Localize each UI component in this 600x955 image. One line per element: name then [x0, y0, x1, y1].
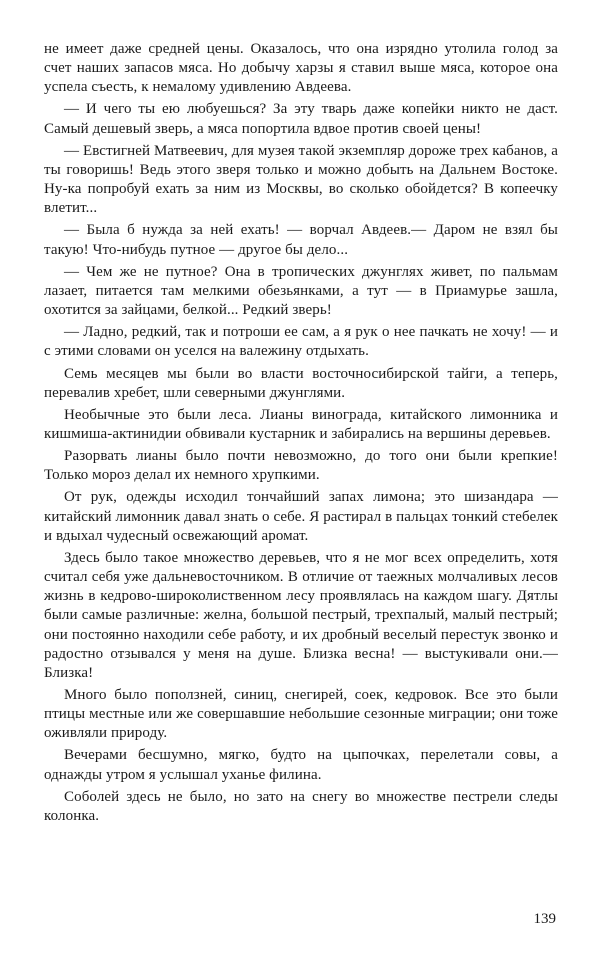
paragraph: Необычные это были леса. Лианы винограда, китайского лимонника и кишмиша-актинидии обвивали кустарник и забирались на вершины деревьев. — [44, 406, 558, 442]
paragraph: Вечерами бесшумно, мягко, будто на цыпочках, перелетали совы, а однажды утром я услышал уханье филина. — [44, 747, 558, 783]
paragraph: Семь месяцев мы были во власти восточносибирской тайги, а теперь, перевалив хребет, шли северными джунглями. — [44, 365, 558, 401]
paragraph: — Чем же не путное? Она в тропических джунглях живет, по пальмам лазает, питается там мелкими обезьянками, а тут — в Приамурье зашла, охотится за зайцами, белкой... Редкий зверь! — [44, 263, 558, 319]
paragraph: не имеет даже средней цены. Оказалось, что она изрядно утолила голод за счет наших запасов мяса. Но добычу харзы я ставил выше мяса, которое она успела съесть, к немалому удивлению Авдеева. — [44, 41, 558, 96]
paragraph: — Евстигней Матвеевич, для музея такой экземпляр дороже трех кабанов, а ты говоришь! Ведь этого зверя только и можно добыть на Дальнем Востоке. Ну-ка попробуй ехать за ним из Москвы, во сколько обойдется? В копеечку влетит... — [44, 142, 558, 217]
paragraph: — И чего ты ею любуешься? За эту тварь даже копейки никто не даст. Самый дешевый зверь, а мяса попортила вдвое против своей цены! — [44, 101, 558, 137]
paragraph: От рук, одежды исходил тончайший запах лимона; это шизандара — китайский лимонник давал знать о себе. Я растирал в пальцах тонкий стебелек и вдыхал чудесный освежающий аромат. — [44, 489, 558, 544]
paragraph: Много было поползней, синиц, снегирей, соек, кедровок. Все это были птицы местные или же совершавшие небольшие сезонные миграции; они тоже оживляли природу. — [44, 687, 558, 742]
body-text — [44, 40, 558, 829]
paragraph: Здесь было такое множество деревьев, что я не мог всех определить, хотя считал себя уже дальневосточником. В отличие от таежных молчаливых лесов жизнь в кедрово-широколиственном лесу проявлялась на каждом шагу. Дятлы были самые различные: желна, большой пестрый, трехпалый, малый пестрый; они постоянно находили себе работу, и их дробный веселый перестук звонко и радостно отзывался у меня на душе. Близка весна! — выстукивали они.— Близка! — [44, 549, 558, 681]
paragraph: Соболей здесь не было, но зато на снегу во множестве пестрели следы колонка. — [44, 788, 558, 824]
page-number: 139 — [533, 911, 556, 927]
paragraph: Разорвать лианы было почти невозможно, до того они были крепкие! Только мороз делал их немного хрупкими. — [44, 448, 558, 484]
paragraph: — Ладно, редкий, так и потроши ее сам, а я рук о нее пачкать не хочу! — и с этими словами он уселся на валежину отдыхать. — [44, 324, 558, 360]
paragraph: — Была б нужда за ней ехать! — ворчал Авдеев.— Даром не взял бы такую! Что-нибудь путное — другое бы дело... — [44, 222, 558, 258]
